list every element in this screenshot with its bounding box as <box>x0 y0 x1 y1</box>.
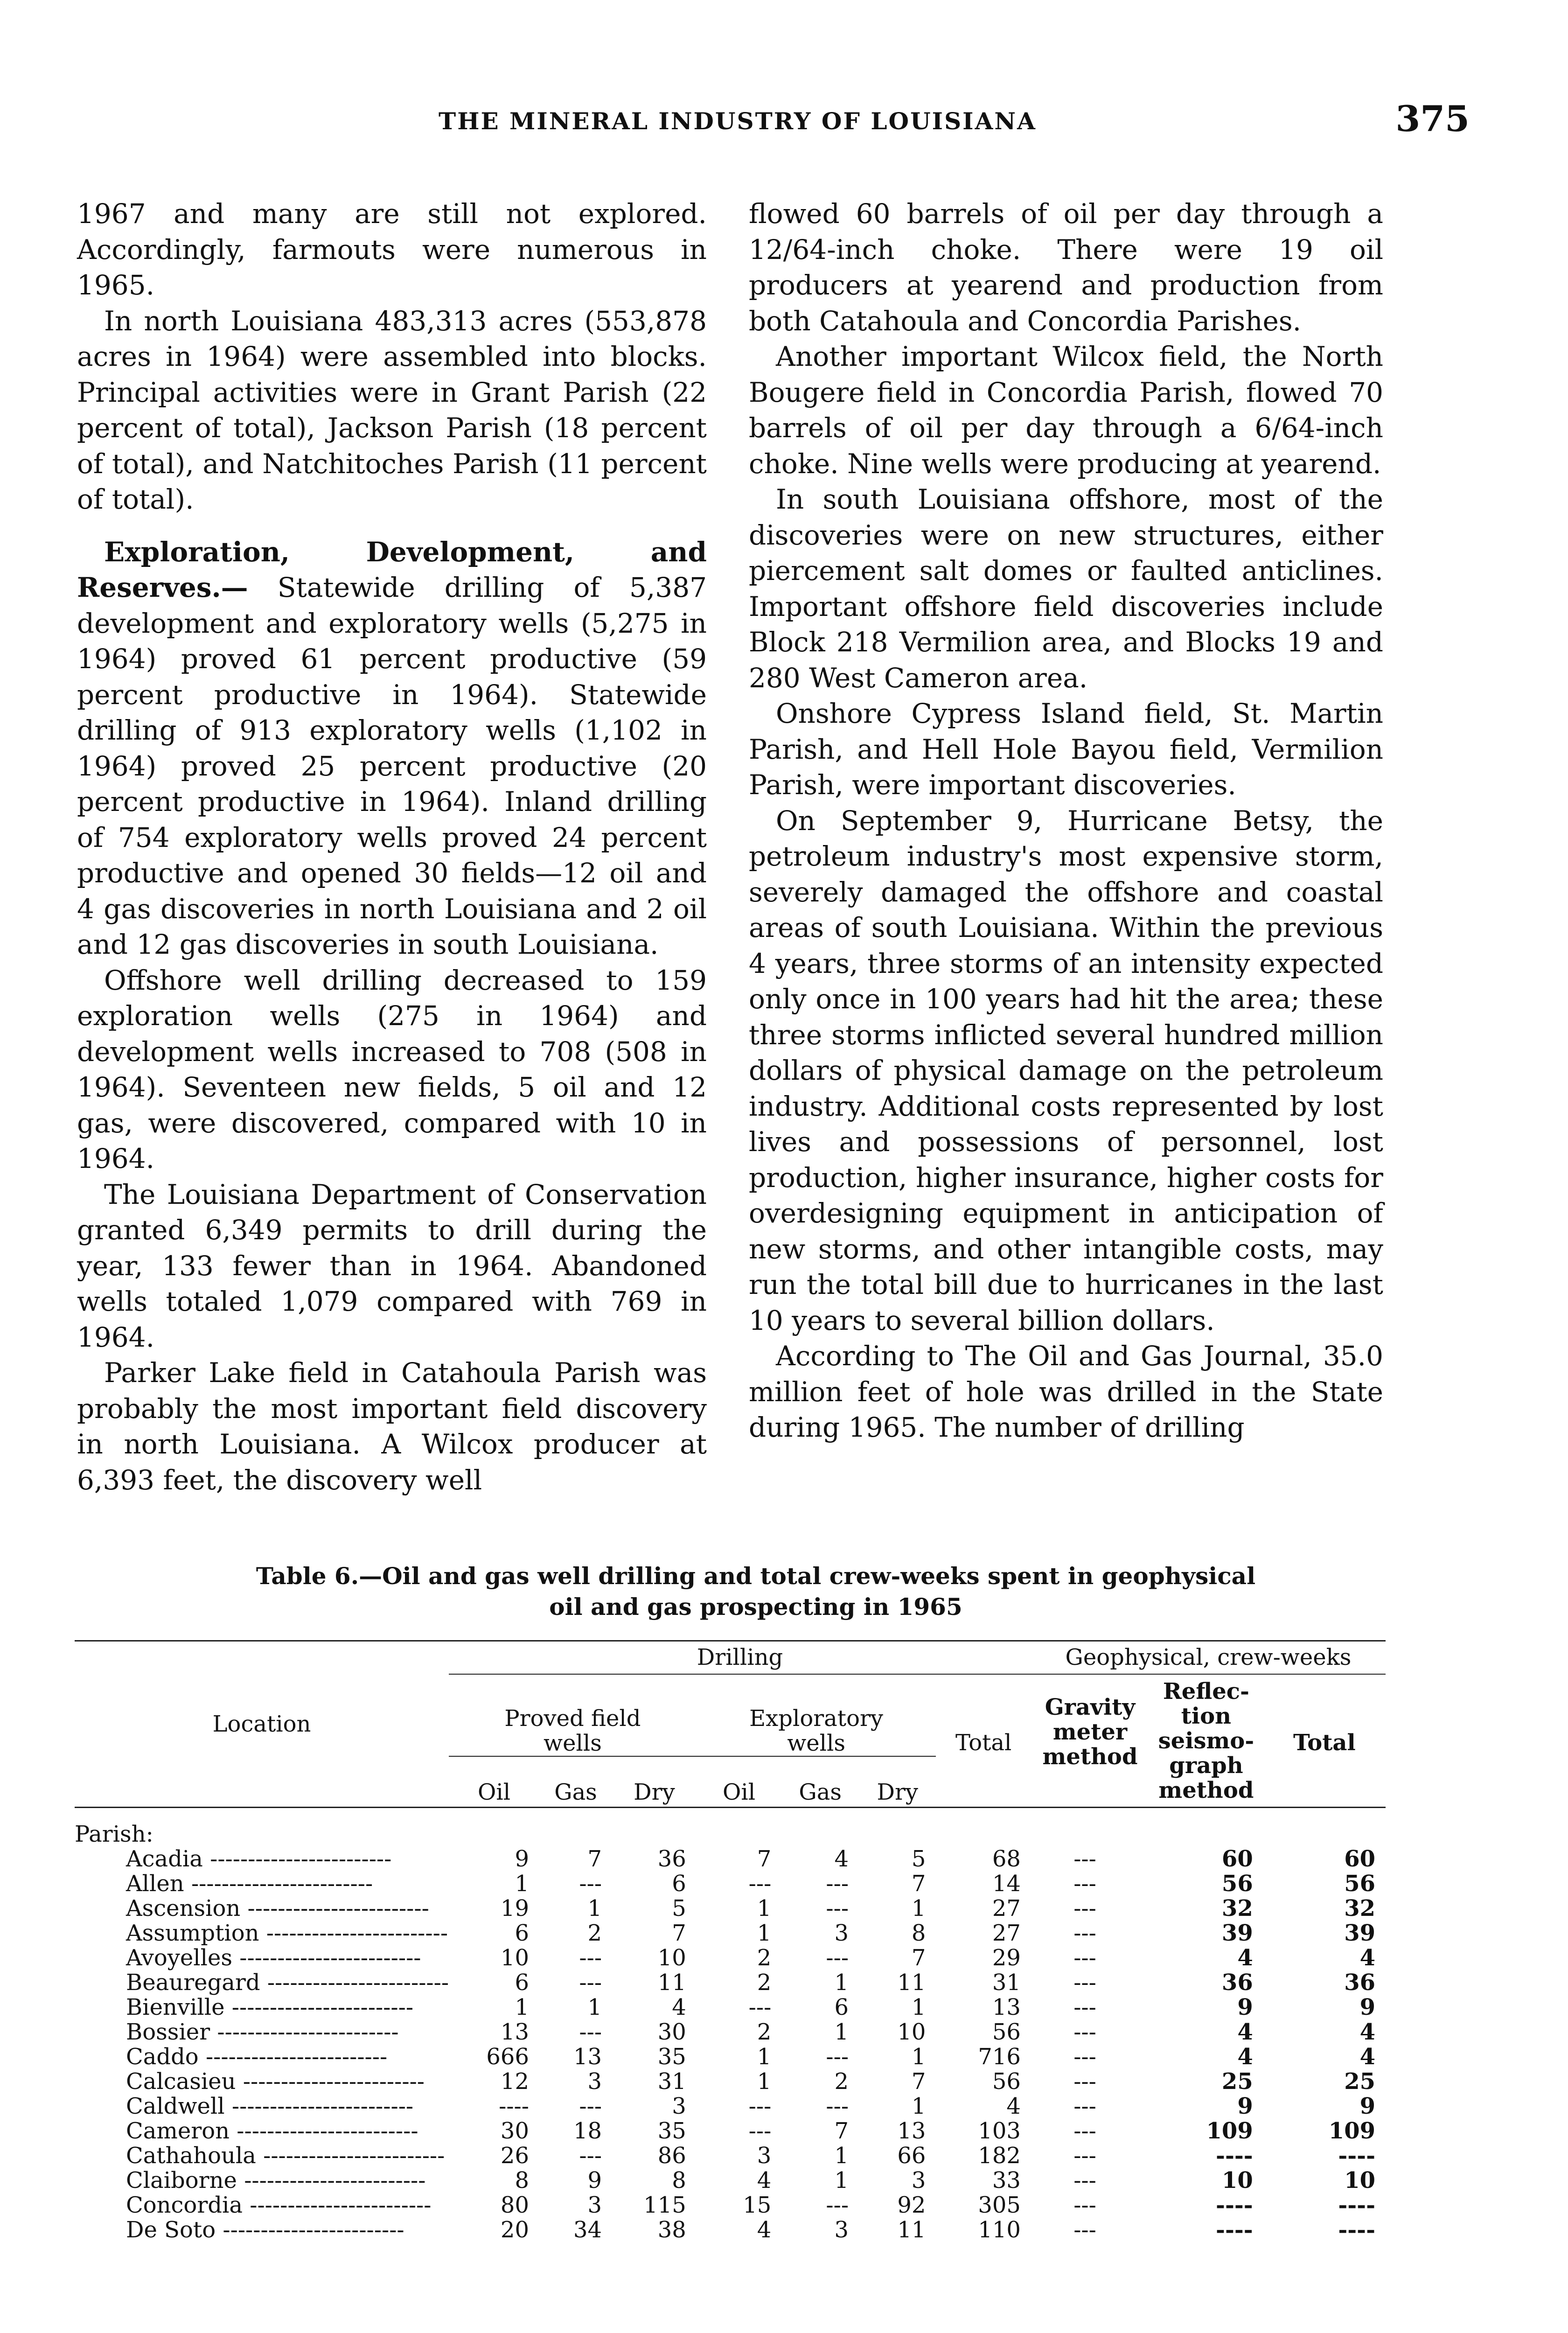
paragraph: Another important Wilcox field, the North Bougere field in Concordia Parish, flowed 70 barrels of oil per day through a 6/64-inch choke. Nine wells were producing at yearend. <box>749 341 1383 480</box>
header-line: wells <box>787 1730 846 1756</box>
right-column <box>749 196 1383 1446</box>
cell-oil-exploratory: 4 <box>757 2217 772 2243</box>
cell-dry-exploratory: 11 <box>897 2217 926 2243</box>
cell-total-wells: 27 <box>992 1895 1021 1921</box>
cell-dry-exploratory: 8 <box>911 1920 926 1946</box>
header-line: Reflec- <box>1163 1678 1249 1704</box>
cell-geophysical-total: 4 <box>1359 1945 1375 1971</box>
paragraph: Offshore well drilling decreased to 159 exploration wells (275 in 1964) and development wells increased to 708 (508 in 1964). Seventeen new fields, 5 oil and 12 gas, were discovered, compared with 10 in 1964. <box>77 964 707 1174</box>
cell-dry-exploratory: 1 <box>911 1994 926 2020</box>
cell-oil-exploratory: --- <box>748 2118 772 2144</box>
cell-reflection-seismograph: 10 <box>1221 2167 1253 2193</box>
header-line: tion <box>1181 1703 1232 1729</box>
cell-total-wells: 182 <box>978 2143 1021 2169</box>
cell-row-location: Calcasieu ------------------------ <box>126 2069 425 2094</box>
cell-gravity-meter: --- <box>1073 2118 1096 2144</box>
cell-total-wells: 27 <box>992 1920 1021 1946</box>
cell-row-location: Caddo ------------------------ <box>126 2045 388 2069</box>
cell-oil-proved: 20 <box>500 2217 529 2243</box>
cell-total-wells: 56 <box>992 2068 1021 2095</box>
cell-geophysical-total: 109 <box>1328 2118 1375 2144</box>
cell-oil-proved: 10 <box>500 1945 529 1971</box>
cell-reflection-seismograph: ---- <box>1216 2217 1253 2243</box>
paragraph: Parker Lake field in Catahoula Parish was probably the most important field discovery in north Louisiana. A Wilcox producer at 6,393 feet, the discovery well <box>77 1357 707 1496</box>
column-header-total: Total <box>936 1674 1031 1808</box>
cell-reflection-seismograph: 39 <box>1221 1920 1253 1946</box>
cell-gravity-meter: --- <box>1073 1945 1096 1971</box>
cell-gravity-meter: --- <box>1073 1846 1096 1872</box>
cell-gas-proved: --- <box>579 1970 602 1996</box>
table-row <box>75 2020 1386 2045</box>
header-line: method <box>1042 1744 1138 1770</box>
cell-oil-exploratory: 15 <box>743 2192 772 2218</box>
column-header-gravity <box>1031 1674 1149 1808</box>
cell-row-location: Claiborne ------------------------ <box>126 2168 426 2193</box>
cell-reflection-seismograph: 4 <box>1237 2019 1253 2045</box>
table-row <box>75 2193 1386 2218</box>
column-header-geo-total: Total <box>1263 1674 1386 1808</box>
cell-oil-proved: 6 <box>515 1970 529 1996</box>
table-row <box>75 2168 1386 2193</box>
cell-geophysical-total: 56 <box>1344 1871 1375 1897</box>
cell-reflection-seismograph: 36 <box>1221 1970 1253 1996</box>
cell-gas-proved: 13 <box>573 2044 602 2070</box>
cell-gas-exploratory: --- <box>826 1871 849 1897</box>
cell-gas-exploratory: 1 <box>834 2167 849 2193</box>
cell-dry-proved: 8 <box>672 2167 686 2193</box>
cell-dry-proved: 6 <box>672 1871 686 1897</box>
cell-gas-exploratory: --- <box>826 2044 849 2070</box>
column-header-dry: Dry <box>859 1756 936 1808</box>
cell-dry-exploratory: 10 <box>897 2019 926 2045</box>
header-line: meter <box>1052 1719 1128 1745</box>
cell-reflection-seismograph: 4 <box>1237 2044 1253 2070</box>
table-caption-line: Table 6.—Oil and gas well drilling and total crew-weeks spent in geophysical <box>256 1562 1256 1590</box>
cell-reflection-seismograph: ---- <box>1216 2143 1253 2169</box>
cell-oil-exploratory: 1 <box>757 1895 772 1921</box>
cell-gravity-meter: --- <box>1073 1895 1096 1921</box>
cell-oil-proved: 80 <box>500 2192 529 2218</box>
cell-total-wells: 29 <box>992 1945 1021 1971</box>
cell-gravity-meter: --- <box>1073 2217 1096 2243</box>
table-row <box>75 1808 1386 1847</box>
cell-oil-proved: 13 <box>500 2019 529 2045</box>
column-group-drilling: Drilling <box>449 1641 1031 1675</box>
cell-total-wells: 68 <box>992 1846 1021 1872</box>
cell-reflection-seismograph: 9 <box>1237 1994 1253 2020</box>
cell-oil-exploratory: 4 <box>757 2167 772 2193</box>
table-row <box>75 1921 1386 1946</box>
cell-gas-exploratory: 1 <box>834 2019 849 2045</box>
cell-gas-exploratory: --- <box>826 1945 849 1971</box>
cell-dry-exploratory: 7 <box>911 2068 926 2095</box>
paragraph: flowed 60 barrels of oil per day through a 12/64-inch choke. There were 19 oil producers at yearend and production from both Catahoula and Concordia Parishes. <box>749 198 1383 337</box>
running-head <box>75 98 1484 140</box>
cell-gravity-meter: --- <box>1073 2167 1096 2193</box>
cell-gravity-meter: --- <box>1073 2093 1096 2119</box>
cell-geophysical-total: 32 <box>1344 1895 1375 1921</box>
cell-dry-exploratory: 1 <box>911 2093 926 2119</box>
cell-reflection-seismograph: ---- <box>1216 2192 1253 2218</box>
cell-gas-exploratory: 4 <box>834 1846 849 1872</box>
header-line: wells <box>544 1730 602 1756</box>
cell-oil-exploratory: 3 <box>757 2143 772 2169</box>
cell-row-location: Avoyelles ------------------------ <box>126 1946 421 1970</box>
cell-row-location: De Soto ------------------------ <box>126 2218 404 2242</box>
cell-row-location: Ascension ------------------------ <box>126 1896 429 1921</box>
cell-oil-proved: 1 <box>515 1871 529 1897</box>
table-row <box>75 1896 1386 1921</box>
cell-total-wells: 56 <box>992 2019 1021 2045</box>
cell-oil-proved: 8 <box>515 2167 529 2193</box>
column-header-oil: Oil <box>449 1756 539 1808</box>
cell-gas-exploratory: 3 <box>834 1920 849 1946</box>
column-group-exploratory <box>697 1674 936 1756</box>
cell-dry-proved: 5 <box>672 1895 686 1921</box>
cell-row-location: Assumption ------------------------ <box>126 1921 448 1946</box>
cell-oil-exploratory: --- <box>748 1994 772 2020</box>
header-line: Exploratory <box>749 1705 884 1732</box>
cell-dry-proved: 7 <box>672 1920 686 1946</box>
cell-oil-exploratory: 2 <box>757 2019 772 2045</box>
cell-reflection-seismograph: 60 <box>1221 1846 1253 1872</box>
cell-reflection-seismograph: 25 <box>1221 2068 1253 2095</box>
cell-oil-exploratory: --- <box>748 1871 772 1897</box>
cell-reflection-seismograph: 56 <box>1221 1871 1253 1897</box>
cell-reflection-seismograph: 4 <box>1237 1945 1253 1971</box>
table-row <box>75 2218 1386 2242</box>
paragraph <box>77 534 707 963</box>
cell-geophysical-total: 10 <box>1344 2167 1375 2193</box>
cell-geophysical-total: ---- <box>1338 2217 1375 2243</box>
cell-dry-proved: 30 <box>657 2019 686 2045</box>
cell-geophysical-total: 9 <box>1359 2093 1375 2119</box>
cell-total-wells: 110 <box>978 2217 1021 2243</box>
table-row <box>75 2144 1386 2168</box>
cell-oil-proved: 6 <box>515 1920 529 1946</box>
cell-dry-exploratory: 3 <box>911 2167 926 2193</box>
table-row <box>75 1970 1386 1995</box>
cell-gas-exploratory: 1 <box>834 2143 849 2169</box>
left-column <box>77 196 707 1498</box>
cell-row-location: Concordia ------------------------ <box>126 2193 432 2218</box>
paragraph: In south Louisiana offshore, most of the discoveries were on new structures, either piercement salt domes or faulted anticlines. Important offshore field discoveries include Block 218 Vermilion area, and Blocks 19 and 280 West Cameron area. <box>749 483 1383 694</box>
cell-row-location: Acadia ------------------------ <box>126 1847 392 1872</box>
cell-gas-proved: 3 <box>587 2192 602 2218</box>
cell-dry-proved: 35 <box>657 2044 686 2070</box>
cell-row-location: Cameron ------------------------ <box>126 2119 418 2144</box>
paragraph: The Louisiana Department of Conservation granted 6,349 permits to drill during the year, 133 fewer than in 1964. Abandoned wells totaled 1,079 compared with 769 in 1964. <box>77 1178 707 1353</box>
cell-oil-exploratory: 2 <box>757 1970 772 1996</box>
cell-gas-exploratory: 3 <box>834 2217 849 2243</box>
table-row <box>75 1995 1386 2020</box>
header-line: seismo- <box>1158 1728 1254 1754</box>
cell-dry-proved: 38 <box>657 2217 686 2243</box>
cell-row-location: Beauregard ------------------------ <box>126 1970 449 1995</box>
table-caption <box>196 1561 1316 1622</box>
cell-geophysical-total: 9 <box>1359 1994 1375 2020</box>
cell-geophysical-total: 39 <box>1344 1920 1375 1946</box>
header-line: Gravity <box>1045 1694 1136 1720</box>
cell-row-location: Cathahoula ------------------------ <box>126 2144 445 2168</box>
paragraph: According to The Oil and Gas Journal, 35.0 million feet of hole was drilled in the State during 1965. The number of drilling <box>749 1340 1383 1443</box>
column-header-oil: Oil <box>697 1756 782 1808</box>
table-row <box>75 1847 1386 1872</box>
cell-reflection-seismograph: 32 <box>1221 1895 1253 1921</box>
cell-oil-proved: 30 <box>500 2118 529 2144</box>
cell-dry-exploratory: 1 <box>911 1895 926 1921</box>
cell-geophysical-total: 4 <box>1359 2019 1375 2045</box>
column-group-geophysical: Geophysical, crew-weeks <box>1031 1641 1386 1675</box>
cell-dry-proved: 11 <box>657 1970 686 1996</box>
cell-oil-proved: 19 <box>500 1895 529 1921</box>
cell-geophysical-total: 4 <box>1359 2044 1375 2070</box>
cell-gravity-meter: --- <box>1073 2068 1096 2095</box>
table-caption-line: oil and gas prospecting in 1965 <box>549 1593 962 1621</box>
cell-dry-proved: 35 <box>657 2118 686 2144</box>
cell-geophysical-total: 60 <box>1344 1846 1375 1872</box>
cell-dry-proved: 10 <box>657 1945 686 1971</box>
cell-oil-exploratory: --- <box>748 2093 772 2119</box>
paragraph: 1967 and many are still not explored. Accordingly, farmouts were numerous in 1965. <box>77 198 707 301</box>
cell-oil-proved: 1 <box>515 1994 529 2020</box>
cell-gas-exploratory: 7 <box>834 2118 849 2144</box>
cell-oil-proved: 26 <box>500 2143 529 2169</box>
cell-dry-proved: 36 <box>657 1846 686 1872</box>
paragraph-text: Statewide drilling of 5,387 development and exploratory wells (5,275 in 1964) proved 61 percent productive (59 percent productive in 1964). Statewide drilling of 913 exploratory wells (1,102 in 1964) proved 25 percent productive (20 percent productive in 1964). Inland drilling of 754 exploratory wells proved 24 percent productive and opened 30 fields—12 oil and 4 gas discoveries in north Louisiana and 2 oil and 12 gas discoveries in south Louisiana. <box>77 572 707 960</box>
cell-gravity-meter: --- <box>1073 1871 1096 1897</box>
column-header-location: Location <box>75 1641 449 1808</box>
cell-gas-proved: --- <box>579 2019 602 2045</box>
cell-dry-proved: 3 <box>672 2093 686 2119</box>
paragraph: Onshore Cypress Island field, St. Martin Parish, and Hell Hole Bayou field, Vermilion Parish, were important discoveries. <box>749 698 1383 801</box>
cell-total-wells: 31 <box>992 1970 1021 1996</box>
cell-gas-exploratory: --- <box>826 1895 849 1921</box>
cell-gas-exploratory: --- <box>826 2192 849 2218</box>
cell-row-location: Bossier ------------------------ <box>126 2020 399 2045</box>
cell-gas-proved: 34 <box>573 2217 602 2243</box>
cell-dry-exploratory: 7 <box>911 1945 926 1971</box>
cell-total-wells: 13 <box>992 1994 1021 2020</box>
cell-gas-proved: --- <box>579 1945 602 1971</box>
cell-dry-exploratory: 1 <box>911 2044 926 2070</box>
cell-reflection-seismograph: 109 <box>1206 2118 1253 2144</box>
cell-oil-proved: ---- <box>499 2093 529 2119</box>
cell-row-location: Caldwell ------------------------ <box>126 2094 414 2119</box>
cell-dry-exploratory: 66 <box>897 2143 926 2169</box>
row-group-label: Parish: <box>75 1821 153 1847</box>
table-row <box>75 2069 1386 2094</box>
cell-dry-proved: 31 <box>657 2068 686 2095</box>
cell-gas-proved: 18 <box>573 2118 602 2144</box>
page-number: 375 <box>1395 98 1470 140</box>
cell-oil-proved: 9 <box>515 1846 529 1872</box>
cell-gravity-meter: --- <box>1073 2143 1096 2169</box>
cell-gas-proved: 2 <box>587 1920 602 1946</box>
cell-oil-proved: 12 <box>500 2068 529 2095</box>
paragraph: In north Louisiana 483,313 acres (553,878 acres in 1964) were assembled into blocks. Principal activities were in Grant Parish (22 percent of total), Jackson Parish (18 percent of total), and Natchitoches Parish (11 percent of total). <box>77 305 707 515</box>
cell-gas-exploratory: 1 <box>834 1970 849 1996</box>
cell-dry-proved: 115 <box>643 2192 686 2218</box>
cell-gravity-meter: --- <box>1073 1970 1096 1996</box>
cell-gravity-meter: --- <box>1073 2192 1096 2218</box>
cell-gas-proved: 7 <box>587 1846 602 1872</box>
column-header-gas: Gas <box>781 1756 859 1808</box>
cell-oil-exploratory: 1 <box>757 2044 772 2070</box>
cell-dry-proved: 4 <box>672 1994 686 2020</box>
header-line: method <box>1158 1777 1254 1803</box>
column-header-dry: Dry <box>612 1756 697 1808</box>
header-line: Proved field <box>504 1705 641 1732</box>
table-row <box>75 2119 1386 2144</box>
cell-row-location: Allen ------------------------ <box>126 1872 373 1896</box>
cell-geophysical-total: 25 <box>1344 2068 1375 2095</box>
running-title: THE MINERAL INDUSTRY OF LOUISIANA <box>439 107 1037 135</box>
cell-gas-proved: 3 <box>587 2068 602 2095</box>
cell-total-wells: 14 <box>992 1871 1021 1897</box>
cell-oil-exploratory: 7 <box>757 1846 772 1872</box>
cell-dry-exploratory: 13 <box>897 2118 926 2144</box>
cell-geophysical-total: ---- <box>1338 2143 1375 2169</box>
cell-gas-exploratory: 2 <box>834 2068 849 2095</box>
column-header-reflection <box>1149 1674 1263 1808</box>
cell-gravity-meter: --- <box>1073 1994 1096 2020</box>
cell-gas-proved: --- <box>579 2093 602 2119</box>
cell-gas-exploratory: --- <box>826 2093 849 2119</box>
cell-total-wells: 33 <box>992 2167 1021 2193</box>
cell-reflection-seismograph: 9 <box>1237 2093 1253 2119</box>
cell-gas-proved: 9 <box>587 2167 602 2193</box>
cell-dry-proved: 86 <box>657 2143 686 2169</box>
cell-gas-proved: --- <box>579 1871 602 1897</box>
table-body <box>75 1808 1386 2243</box>
cell-gas-proved: --- <box>579 2143 602 2169</box>
cell-gravity-meter: --- <box>1073 1920 1096 1946</box>
cell-gravity-meter: --- <box>1073 2044 1096 2070</box>
header-line: graph <box>1169 1753 1243 1779</box>
cell-gas-proved: 1 <box>587 1994 602 2020</box>
cell-gas-exploratory: 6 <box>834 1994 849 2020</box>
cell-oil-exploratory: 1 <box>757 2068 772 2095</box>
cell-oil-exploratory: 2 <box>757 1945 772 1971</box>
cell-dry-exploratory: 92 <box>897 2192 926 2218</box>
data-table <box>75 1640 1386 2242</box>
cell-dry-exploratory: 5 <box>911 1846 926 1872</box>
cell-oil-proved: 666 <box>486 2044 529 2070</box>
table-row <box>75 1946 1386 1970</box>
table-row <box>75 1872 1386 1896</box>
cell-gravity-meter: --- <box>1073 2019 1096 2045</box>
cell-dry-exploratory: 7 <box>911 1871 926 1897</box>
column-group-proved <box>449 1674 697 1756</box>
cell-dry-exploratory: 11 <box>897 1970 926 1996</box>
table-row <box>75 2045 1386 2069</box>
cell-gas-proved: 1 <box>587 1895 602 1921</box>
cell-oil-exploratory: 1 <box>757 1920 772 1946</box>
cell-geophysical-total: 36 <box>1344 1970 1375 1996</box>
paragraph: On September 9, Hurricane Betsy, the petroleum industry's most expensive storm, severely damaged the offshore and coastal areas of south Louisiana. Within the previous 4 years, three storms of an intensity expected only once in 100 years had hit the area; these three storms inflicted several hundred million dollars of physical damage on the petroleum industry. Additional costs represented by lost lives and possessions of personnel, lost production, higher insurance, higher costs for overdesigning equipment in anticipation of new storms, and other intangible costs, may run the total bill due to hurricanes in the last 10 years to several billion dollars. <box>749 804 1383 1336</box>
cell-total-wells: 103 <box>978 2118 1021 2144</box>
cell-total-wells: 716 <box>978 2044 1021 2070</box>
cell-geophysical-total: ---- <box>1338 2192 1375 2218</box>
column-header-gas: Gas <box>539 1756 612 1808</box>
cell-row-location: Bienville ------------------------ <box>126 1995 414 2020</box>
table-row <box>75 2094 1386 2119</box>
cell-total-wells: 4 <box>1006 2093 1021 2119</box>
cell-total-wells: 305 <box>978 2192 1021 2218</box>
table-head <box>75 1641 1386 1808</box>
section-heading: Exploration, Development, and Reserves.— <box>77 536 707 603</box>
